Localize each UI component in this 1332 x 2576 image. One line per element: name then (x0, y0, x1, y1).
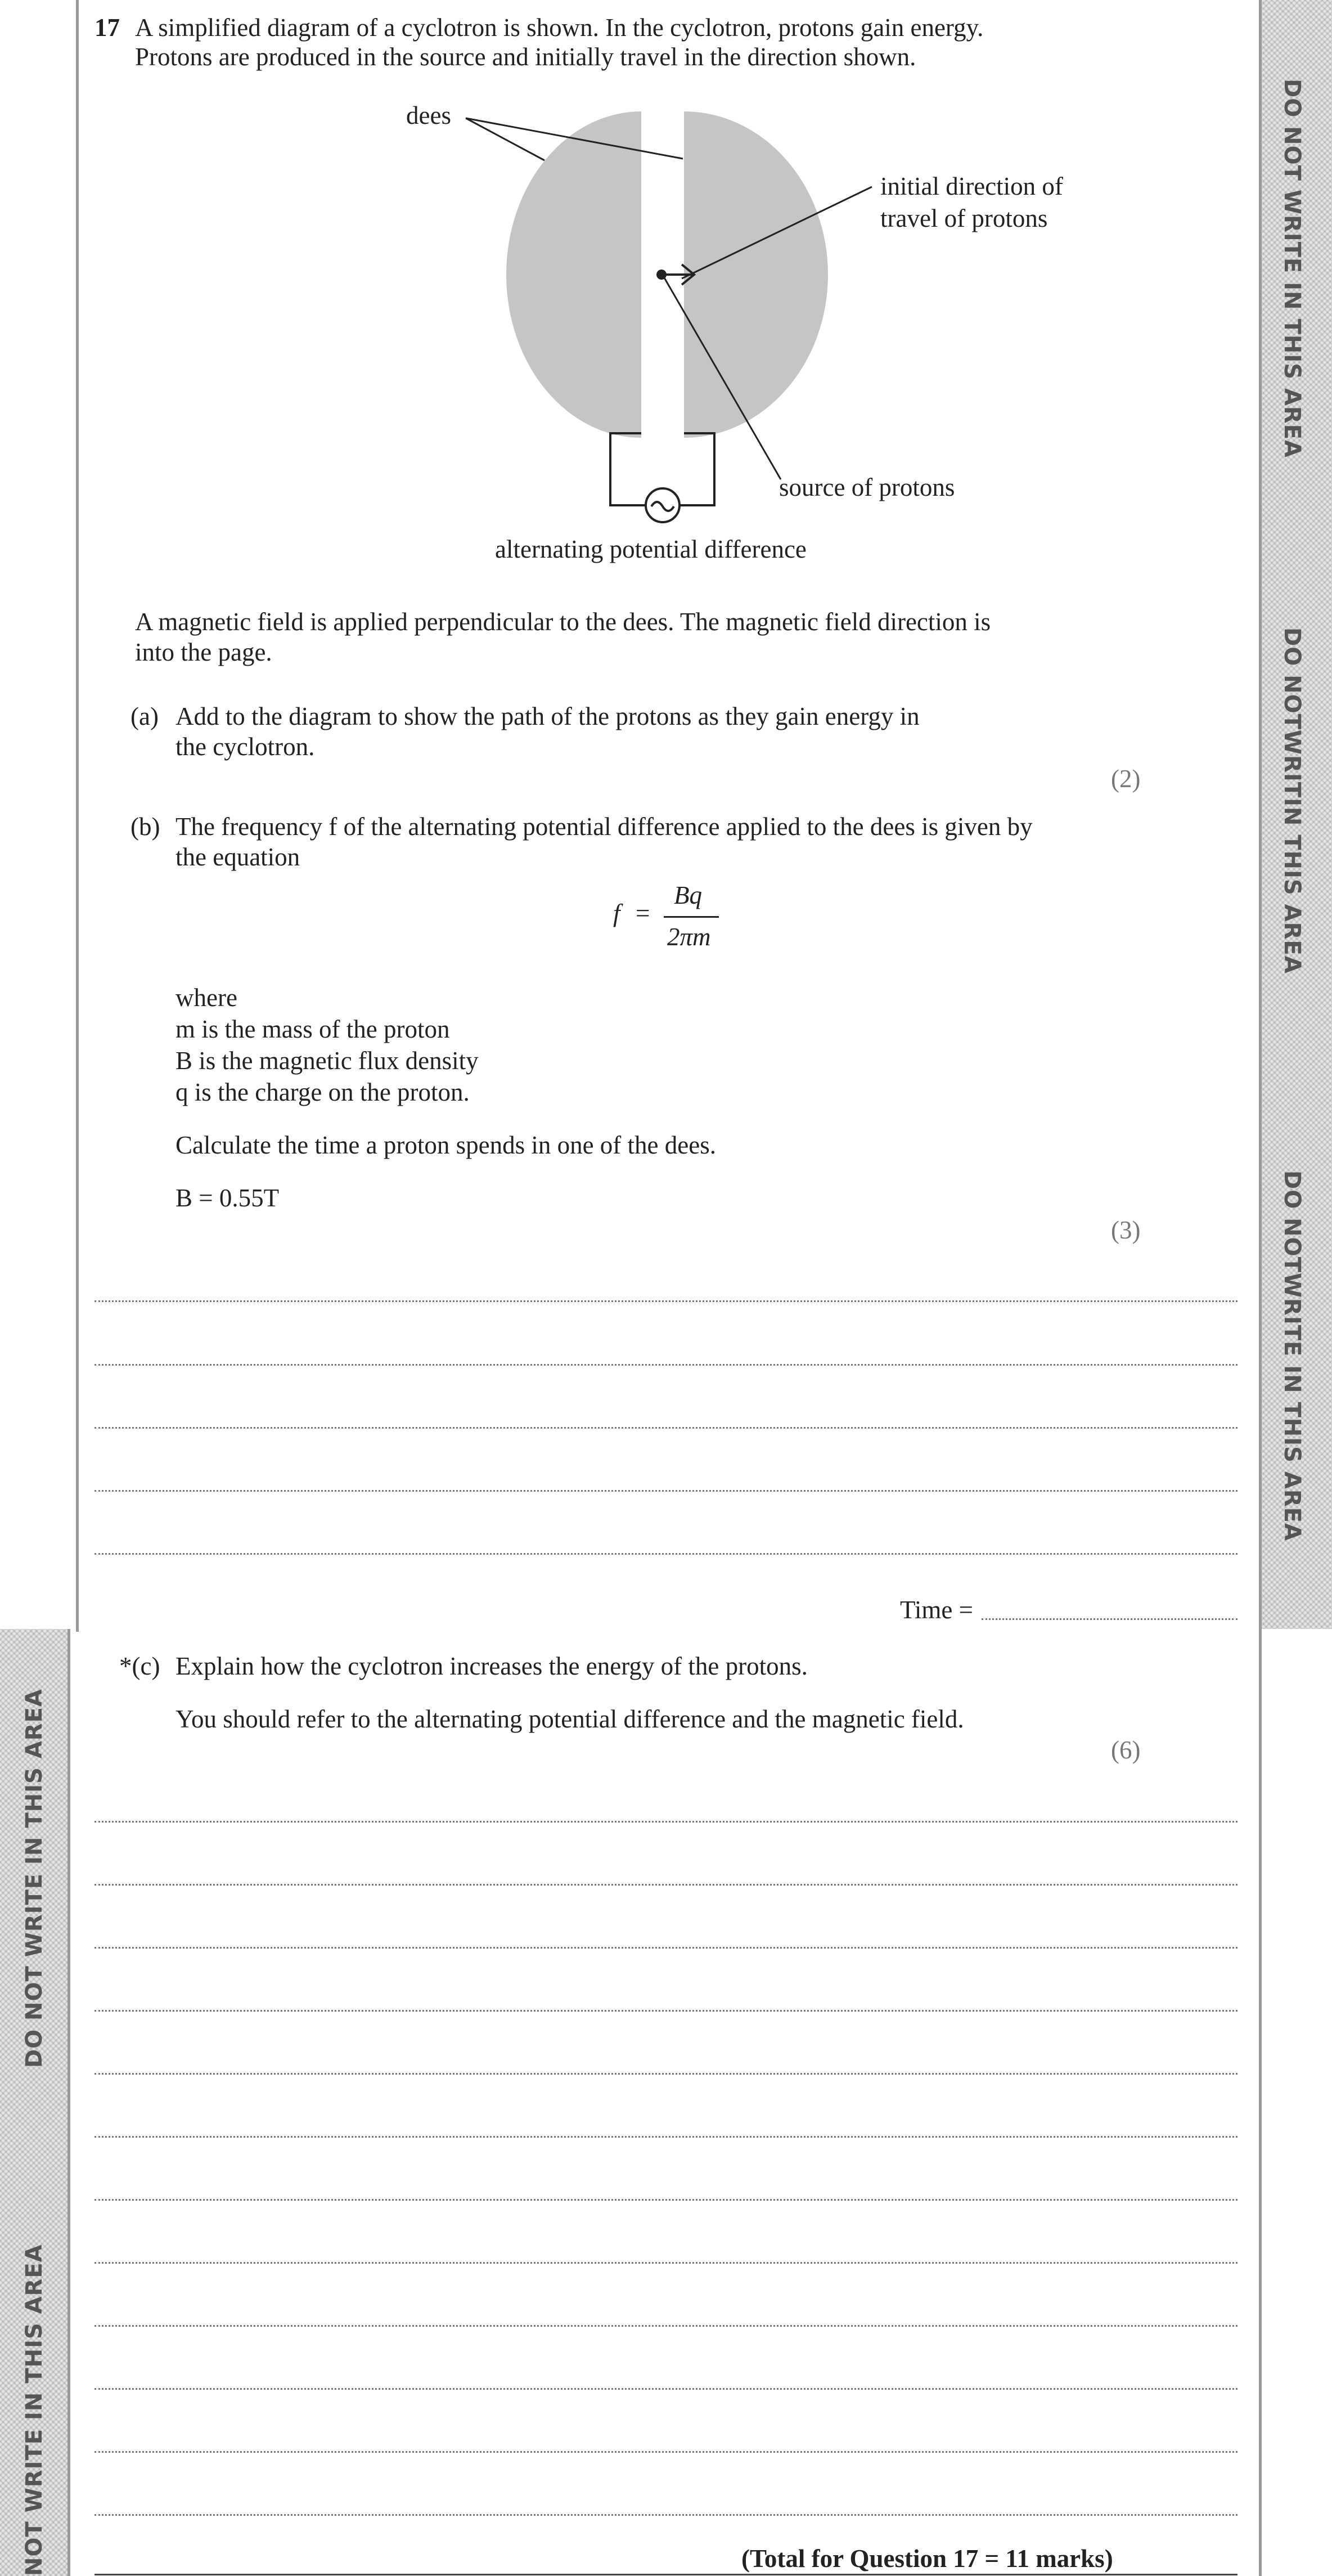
part-a-label: (a) (130, 702, 159, 730)
total-underline (94, 2574, 1238, 2575)
answer-line-c-2[interactable] (94, 1884, 1238, 1886)
given-b: B = 0.55T (176, 1184, 280, 1212)
label-direction-line-2: travel of protons (880, 204, 1048, 232)
cyclotron-diagram (0, 0, 1332, 619)
margin-label-right-2: DO NOTWRITIN THIS AREA (1279, 627, 1305, 974)
where-text: where (176, 984, 237, 1012)
part-c-line-2: You should refer to the alternating potential difference and the magnetic field. (176, 1705, 964, 1733)
left-dee (506, 111, 641, 438)
part-a-line-1: Add to the diagram to show the path of the protons as they gain energy in (176, 702, 920, 730)
answer-line-b-1[interactable] (94, 1300, 1238, 1302)
right-dee (684, 111, 828, 438)
equation-lhs: f (613, 899, 620, 927)
answer-line-c-9[interactable] (94, 2325, 1238, 2327)
intro-line-2: Protons are produced in the source and initially travel in the direction shown. (135, 43, 916, 71)
part-b-line-2: the equation (176, 843, 300, 871)
part-b-marks: (3) (1111, 1216, 1141, 1244)
dees-leader-1 (466, 118, 544, 160)
intro-line-1: A simplified diagram of a cyclotron is shown. In the cyclotron, protons gain energy. (135, 14, 984, 42)
answer-line-b-5[interactable] (94, 1553, 1238, 1555)
margin-label-right-3: DO NOTWRITE IN THIS AREA (1279, 1170, 1305, 1541)
answer-line-c-3[interactable] (94, 1947, 1238, 1949)
part-b-label: (b) (130, 813, 160, 841)
question-number: 17 (94, 14, 120, 42)
answer-line-b-4[interactable] (94, 1490, 1238, 1492)
fraction-bar (664, 916, 719, 918)
def-m: m is the mass of the proton (176, 1015, 450, 1043)
label-direction-line-1: initial direction of (880, 172, 1063, 200)
answer-line-c-8[interactable] (94, 2262, 1238, 2264)
part-c-label: *(c) (119, 1652, 160, 1680)
answer-line-b-3[interactable] (94, 1427, 1238, 1429)
answer-line-c-6[interactable] (94, 2136, 1238, 2138)
def-q: q is the charge on the proton. (176, 1078, 470, 1106)
equation-equals: = (636, 899, 650, 927)
part-c-marks: (6) (1111, 1736, 1141, 1764)
pd-circuit-wire-right (680, 433, 714, 505)
answer-line-c-4[interactable] (94, 2010, 1238, 2012)
equation-numerator: Bq (674, 881, 702, 909)
part-b-instruction: Calculate the time a proton spends in one of the dees. (176, 1131, 716, 1159)
label-dees: dees (406, 101, 451, 129)
part-b-line-1: The frequency f of the alternating potential difference applied to the dees is given by (176, 813, 1033, 841)
def-b: B is the magnetic flux density (176, 1047, 479, 1075)
answer-line-c-5[interactable] (94, 2073, 1238, 2075)
answer-line-c-1[interactable] (94, 1821, 1238, 1823)
margin-label-left-2: NOT WRITE IN THIS AREA (21, 2244, 47, 2576)
margin-label-left-1: DO NOT WRITE IN THIS AREA (21, 1689, 47, 2068)
pd-circuit-wire-left (610, 433, 646, 505)
part-a-marks: (2) (1111, 765, 1141, 793)
total-marks: (Total for Question 17 = 11 marks) (741, 2544, 1113, 2573)
field-text-line-2: into the page. (135, 638, 272, 666)
margin-label-right-1: DO NOT WRITE IN THIS AREA (1279, 79, 1305, 458)
answer-line-c-12[interactable] (94, 2514, 1238, 2516)
time-answer-label: Time = (900, 1596, 974, 1624)
equation-denominator: 2πm (667, 923, 711, 951)
label-pd: alternating potential difference (495, 535, 807, 563)
answer-line-c-7[interactable] (94, 2199, 1238, 2201)
answer-line-c-10[interactable] (94, 2388, 1238, 2390)
part-c-line-1: Explain how the cyclotron increases the energy of the protons. (176, 1652, 808, 1680)
answer-line-c-11[interactable] (94, 2451, 1238, 2453)
label-source: source of protons (779, 473, 955, 501)
answer-line-b-2[interactable] (94, 1364, 1238, 1366)
field-text-line-1: A magnetic field is applied perpendicular to the dees. The magnetic field direction is (135, 608, 991, 636)
time-answer-field[interactable] (982, 1618, 1238, 1620)
right-margin-border-lower (1259, 1629, 1262, 2576)
part-a-line-2: the cyclotron. (176, 733, 315, 761)
left-margin-border-lower (68, 1629, 70, 2576)
